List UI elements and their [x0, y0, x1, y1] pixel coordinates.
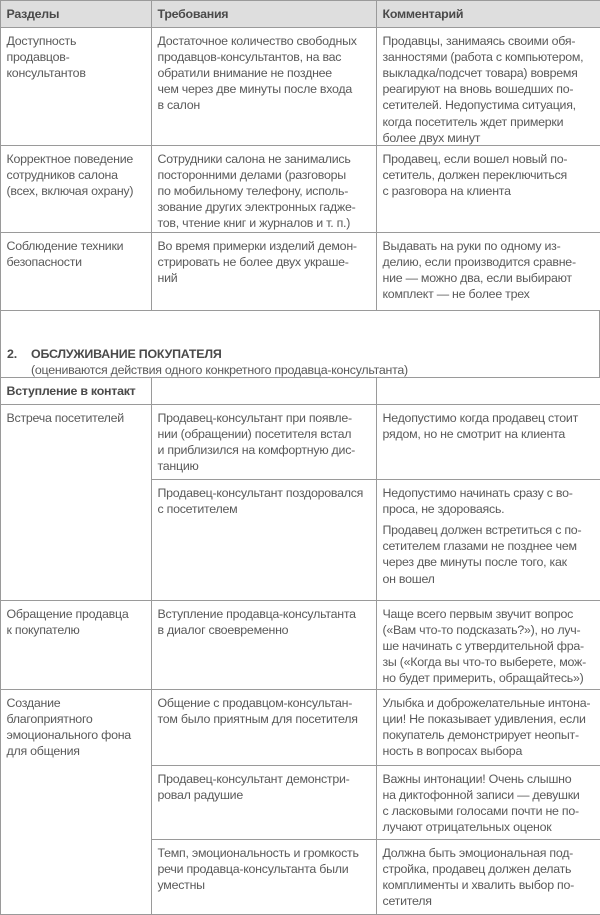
requirement-cell: Достаточное количество свободных продавцов-консультантов, на вас обратили внимание не позднее чем через две минуты после входа в салон: [151, 27, 377, 146]
comment-paragraph: Продавец, если вошел новый по- сетитель, должен переключиться с разговора на клиента: [382, 151, 568, 198]
comment-paragraph: Улыбка и доброжелательные интона- ции! Не показывает удивления, если покупатель демонстрирует неопыт- ность в вопросах выбора: [382, 695, 591, 759]
requirement-cell: Общение с продавцом-консультан- том было приятным для посетителя: [151, 689, 377, 766]
section-2-heading: [0, 310, 600, 377]
requirement-cell: Вступление продавца-консультанта в диалог своевременно: [151, 600, 377, 690]
section-number: 2.: [7, 347, 17, 361]
empty-cell: [151, 377, 377, 405]
section-cell: Обращение продавца к покупателю: [0, 600, 152, 690]
comment-cell: [376, 27, 600, 146]
comment-paragraph: Должна быть эмоциональная под- стройка, продавец должен делать комплименты и хвалить выбор по- сетителя: [382, 845, 575, 909]
comment-cell: [376, 404, 600, 480]
requirement-cell: Продавец-консультант демонстри- ровал радушие: [151, 765, 377, 840]
section-cell: Встреча посетителей: [0, 404, 152, 601]
comment-paragraph: Продавцы, занимаясь своими обя- занностями (работа с компьютером, выкладка/подсчет товара) вовремя реагируют на вновь вошедших по- сетителей. Недопустима ситуация, когда посетитель ждет примерки более двух минут: [382, 33, 584, 145]
comment-cell: [376, 765, 600, 840]
comment-cell: [376, 232, 600, 311]
section-subtitle: (оцениваются действия одного конкретного продавца-консультанта): [31, 363, 408, 377]
column-header: Требования: [151, 0, 377, 28]
comment-paragraph: Недопустимо когда продавец стоит рядом, но не смотрит на клиента: [382, 410, 579, 441]
section-cell: Корректное поведение сотрудников салона (всех, включая охрану): [0, 145, 152, 233]
comment-cell: [376, 479, 600, 601]
empty-cell: [376, 377, 600, 405]
requirement-cell: Сотрудники салона не занимались посторонними делами (разговоры по мобильному телефону, исполь- зование других электронных гадже- тов, чтение книг и журналов и т. п.): [151, 145, 377, 233]
requirement-cell: Продавец-консультант при появле- нии (обращении) посетителя встал и приблизился на комфортную дис- танцию: [151, 404, 377, 480]
section-title-text: ОБСЛУЖИВАНИЕ ПОКУПАТЕЛЯ: [31, 347, 222, 361]
comment-paragraph: Недопустимо начинать сразу с во- проса, не здороваясь.: [382, 485, 573, 516]
section-cell: Создание благоприятного эмоционального фона для общения: [0, 689, 152, 915]
group-header-cell: Вступление в контакт: [0, 377, 152, 405]
comment-cell: [376, 839, 600, 915]
comment-paragraph: Выдавать на руки по одному из- делию, если производится сравне- ние — можно два, если выбирают комплект — не более трех: [382, 238, 576, 302]
section-cell: Соблюдение техники безопасности: [0, 232, 152, 311]
section-title: [7, 347, 222, 361]
column-header: Разделы: [0, 0, 152, 28]
section-cell: Доступность продавцов- консультантов: [0, 27, 152, 146]
comment-cell: [376, 689, 600, 766]
requirement-cell: Продавец-консультант поздоровался с посетителем: [151, 479, 377, 601]
comment-cell: [376, 145, 600, 233]
column-header: Комментарий: [376, 0, 600, 28]
comment-paragraph: Чаще всего первым звучит вопрос («Вам что-то подсказать?»), но луч- ше начинать с утвердительной фра- зы («Когда вы что-то выберете, мож- но будет примерить, обращайтесь»): [382, 606, 586, 686]
comment-paragraph: Важны интонации! Очень слышно на диктофонной записи — девушки с ласковыми голосами почти не по- лучают отрицательных оценок: [382, 771, 580, 835]
requirement-cell: Темп, эмоциональность и громкость речи продавца-консультанта были уместны: [151, 839, 377, 915]
requirement-cell: Во время примерки изделий демон- стрировать не более двух украше- ний: [151, 232, 377, 311]
comment-paragraph: Продавец должен встретиться с по- сетителем глазами не позднее чем через две минуты после того, как он вошел: [382, 522, 582, 586]
comment-cell: [376, 600, 600, 690]
